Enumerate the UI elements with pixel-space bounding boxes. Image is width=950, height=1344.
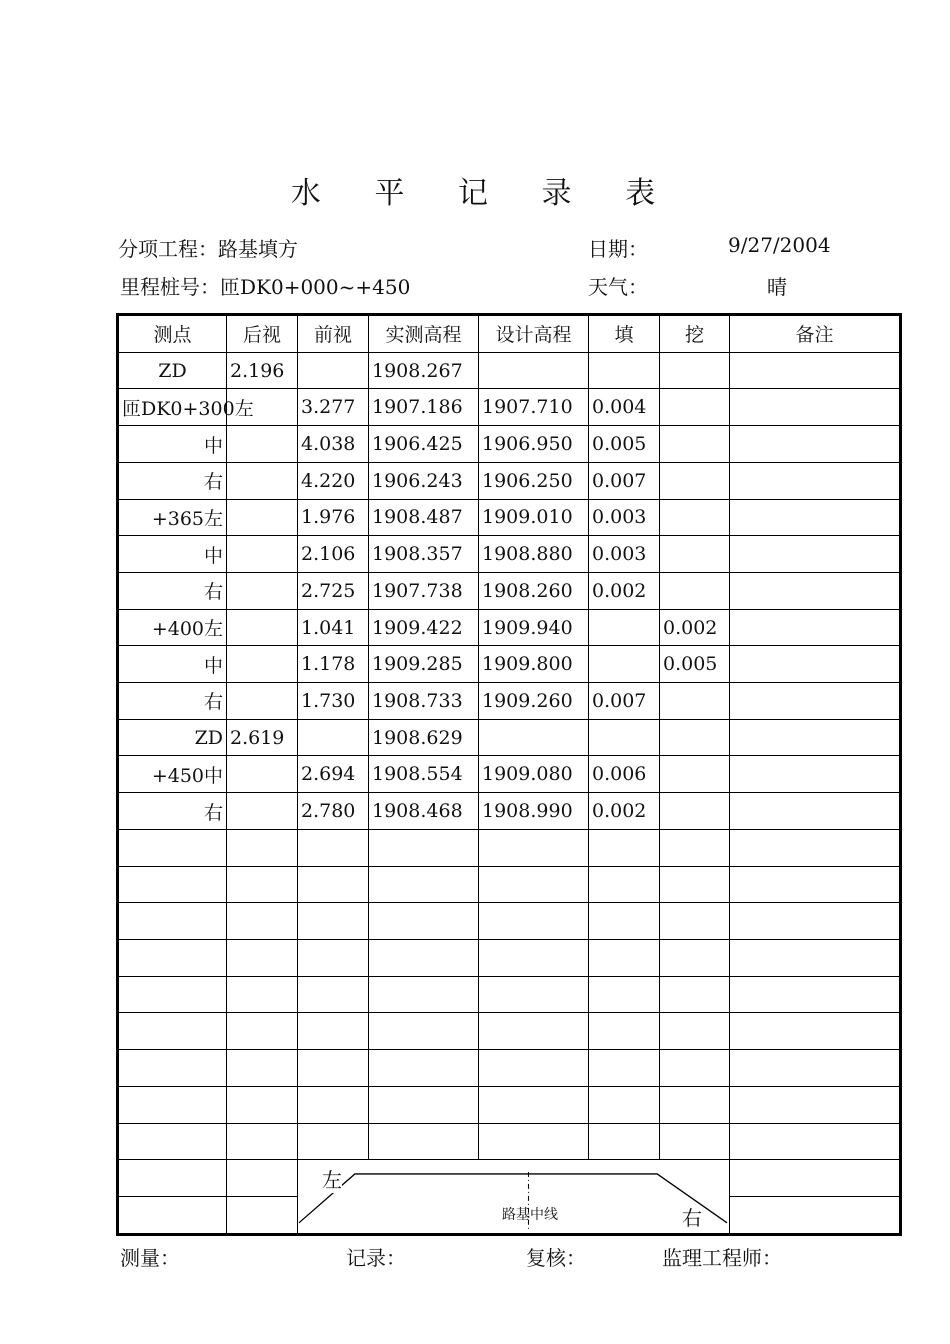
header-row: [118, 315, 901, 353]
cell-measured-elevation: 1908.733: [369, 683, 479, 720]
cell-foresight: 2.725: [298, 572, 369, 609]
col-header-cut: 挖: [660, 315, 730, 353]
empty-cell: [118, 1013, 227, 1050]
empty-cell: [479, 940, 589, 977]
cell-measured-elevation: 1909.422: [369, 609, 479, 646]
cell-measured-elevation: 1908.554: [369, 756, 479, 793]
empty-cell: [298, 1086, 369, 1123]
empty-cell: [730, 829, 901, 866]
table-row: [118, 499, 901, 536]
cell-point: +400左: [118, 609, 227, 646]
cell-foresight: [298, 352, 369, 389]
empty-cell: [118, 1160, 227, 1197]
empty-cell: [298, 829, 369, 866]
cell-point: 右: [118, 572, 227, 609]
cell-note: [730, 572, 901, 609]
empty-cell: [479, 1013, 589, 1050]
empty-cell: [730, 1013, 901, 1050]
record-label: 记录：: [346, 1246, 406, 1270]
cell-backsight: 2.196: [227, 352, 298, 389]
empty-cell: [227, 1196, 298, 1234]
empty-cell: [730, 1086, 901, 1123]
weather-value: 晴: [767, 275, 787, 299]
cell-measured-elevation: 1907.738: [369, 572, 479, 609]
empty-row: [118, 1050, 901, 1087]
cell-measured-elevation: 1908.468: [369, 793, 479, 830]
table-row: [118, 793, 901, 830]
empty-cell: [730, 866, 901, 903]
col-header-fill: 填: [589, 315, 660, 353]
cell-cut: [660, 572, 730, 609]
station-field: [120, 271, 410, 300]
cell-measured-elevation: 1908.267: [369, 352, 479, 389]
table-row: [118, 609, 901, 646]
empty-cell: [730, 940, 901, 977]
empty-row: [118, 829, 901, 866]
cell-point: +365左: [118, 499, 227, 536]
empty-cell: [227, 903, 298, 940]
cell-design-elevation: [479, 719, 589, 756]
cell-note: [730, 352, 901, 389]
empty-cell: [479, 866, 589, 903]
col-header-foresight: 前视: [298, 315, 369, 353]
empty-cell: [227, 1123, 298, 1160]
empty-cell: [730, 903, 901, 940]
empty-cell: [589, 940, 660, 977]
cell-fill: [589, 719, 660, 756]
cell-cut: [660, 683, 730, 720]
cell-foresight: 2.780: [298, 793, 369, 830]
empty-cell: [730, 1160, 901, 1197]
cell-foresight: 1.178: [298, 646, 369, 683]
empty-cell: [118, 866, 227, 903]
cell-note: [730, 426, 901, 463]
table-row: [118, 646, 901, 683]
cell-cut: [660, 793, 730, 830]
right-side-label: 右: [682, 1206, 702, 1231]
cell-foresight: 1.041: [298, 609, 369, 646]
empty-cell: [660, 866, 730, 903]
weather-label: 天气：: [588, 275, 648, 299]
cell-cut: [660, 756, 730, 793]
empty-cell: [479, 829, 589, 866]
empty-cell: [227, 829, 298, 866]
empty-cell: [369, 1123, 479, 1160]
diagram-row: [118, 1160, 901, 1197]
cell-note: [730, 536, 901, 573]
table-row: [118, 462, 901, 499]
cell-backsight: [227, 609, 298, 646]
empty-cell: [660, 1050, 730, 1087]
cell-cut: [660, 719, 730, 756]
cell-measured-elevation: 1908.357: [369, 536, 479, 573]
review-label: 复核：: [526, 1246, 586, 1270]
empty-cell: [369, 1086, 479, 1123]
cell-fill: 0.003: [589, 536, 660, 573]
cell-note: [730, 462, 901, 499]
empty-cell: [369, 903, 479, 940]
empty-cell: [660, 976, 730, 1013]
cell-design-elevation: 1908.990: [479, 793, 589, 830]
empty-cell: [479, 1123, 589, 1160]
cell-cut: [660, 536, 730, 573]
cell-design-elevation: 1909.010: [479, 499, 589, 536]
cell-measured-elevation: 1907.186: [369, 389, 479, 426]
col-header-design: 设计高程: [479, 315, 589, 353]
roadbed-cross-section: [298, 1160, 730, 1235]
empty-cell: [118, 976, 227, 1013]
cell-backsight: 2.619: [227, 719, 298, 756]
table-row: [118, 683, 901, 720]
empty-row: [118, 976, 901, 1013]
table-row: [118, 756, 901, 793]
cell-backsight: [227, 646, 298, 683]
empty-cell: [479, 903, 589, 940]
empty-row: [118, 1013, 901, 1050]
cell-foresight: 4.038: [298, 426, 369, 463]
empty-cell: [118, 829, 227, 866]
cell-design-elevation: 1907.710: [479, 389, 589, 426]
empty-cell: [589, 976, 660, 1013]
cell-design-elevation: 1909.940: [479, 609, 589, 646]
empty-cell: [227, 1160, 298, 1197]
cell-fill: 0.004: [589, 389, 660, 426]
project-label: 分项工程：: [118, 237, 218, 261]
cell-foresight: 4.220: [298, 462, 369, 499]
cell-backsight: [227, 462, 298, 499]
empty-cell: [660, 1013, 730, 1050]
empty-cell: [369, 829, 479, 866]
empty-cell: [479, 1050, 589, 1087]
cell-cut: [660, 462, 730, 499]
empty-cell: [589, 1013, 660, 1050]
project-field: [118, 233, 298, 262]
cell-note: [730, 683, 901, 720]
cell-point: 中: [118, 646, 227, 683]
empty-cell: [479, 1086, 589, 1123]
empty-row: [118, 1123, 901, 1160]
empty-cell: [118, 940, 227, 977]
empty-cell: [589, 903, 660, 940]
empty-cell: [227, 976, 298, 1013]
empty-cell: [118, 1123, 227, 1160]
col-header-measured: 实测高程: [369, 315, 479, 353]
cell-backsight: [227, 536, 298, 573]
cell-cut: 0.005: [660, 646, 730, 683]
cell-point: ZD: [118, 352, 227, 389]
empty-cell: [298, 903, 369, 940]
cell-note: [730, 756, 901, 793]
cell-fill: 0.006: [589, 756, 660, 793]
cell-fill: [589, 646, 660, 683]
left-side-label: 左: [322, 1164, 342, 1193]
cell-backsight: [227, 756, 298, 793]
cell-note: [730, 719, 901, 756]
cell-design-elevation: 1909.800: [479, 646, 589, 683]
cell-foresight: 2.694: [298, 756, 369, 793]
page-title: 水 平 记 录 表: [290, 176, 678, 211]
empty-cell: [227, 1050, 298, 1087]
table-row: [118, 389, 901, 426]
table-row: [118, 352, 901, 389]
cell-fill: 0.007: [589, 462, 660, 499]
cell-note: [730, 389, 901, 426]
cell-fill: 0.003: [589, 499, 660, 536]
cell-foresight: 1.976: [298, 499, 369, 536]
empty-cell: [298, 1123, 369, 1160]
empty-cell: [589, 829, 660, 866]
cell-design-elevation: 1908.260: [479, 572, 589, 609]
empty-cell: [298, 866, 369, 903]
empty-cell: [298, 976, 369, 1013]
cell-fill: 0.002: [589, 793, 660, 830]
empty-cell: [589, 866, 660, 903]
cell-point: 右: [118, 793, 227, 830]
cell-backsight: [227, 683, 298, 720]
cell-measured-elevation: 1906.425: [369, 426, 479, 463]
supervisor-label: 监理工程师：: [662, 1246, 782, 1270]
empty-cell: [369, 1013, 479, 1050]
cell-design-elevation: 1906.250: [479, 462, 589, 499]
cell-point: ZD: [118, 719, 227, 756]
table-row: [118, 426, 901, 463]
empty-cell: [589, 1123, 660, 1160]
cell-note: [730, 793, 901, 830]
cell-cut: 0.002: [660, 609, 730, 646]
cell-measured-elevation: 1906.243: [369, 462, 479, 499]
cell-foresight: [298, 719, 369, 756]
empty-cell: [118, 1050, 227, 1087]
table-row: [118, 536, 901, 573]
cell-note: [730, 609, 901, 646]
cell-point: +450中: [118, 756, 227, 793]
empty-cell: [227, 1013, 298, 1050]
date-label: 日期：: [588, 237, 648, 261]
cell-fill: 0.002: [589, 572, 660, 609]
empty-cell: [227, 1086, 298, 1123]
station-label: 里程桩号：: [120, 275, 220, 299]
cell-backsight: [227, 572, 298, 609]
cell-backsight: [227, 426, 298, 463]
empty-cell: [660, 1123, 730, 1160]
empty-cell: [589, 1050, 660, 1087]
empty-cell: [730, 976, 901, 1013]
cell-backsight: [227, 499, 298, 536]
col-header-note: 备注: [730, 315, 901, 353]
empty-row: [118, 903, 901, 940]
empty-cell: [660, 829, 730, 866]
cell-design-elevation: 1908.880: [479, 536, 589, 573]
cell-cut: [660, 499, 730, 536]
empty-row: [118, 1086, 901, 1123]
empty-cell: [660, 903, 730, 940]
table-row: [118, 719, 901, 756]
cell-design-elevation: 1909.260: [479, 683, 589, 720]
cell-cut: [660, 389, 730, 426]
col-header-backsight: 后视: [227, 315, 298, 353]
empty-cell: [369, 940, 479, 977]
cell-design-elevation: 1909.080: [479, 756, 589, 793]
empty-cell: [589, 1086, 660, 1123]
table-row: [118, 572, 901, 609]
cell-point: 中: [118, 536, 227, 573]
cell-foresight: 3.277: [298, 389, 369, 426]
cell-point: 匝DK0+300左: [118, 389, 227, 426]
station-value: 匝DK0+000~+450: [220, 275, 411, 299]
empty-cell: [730, 1050, 901, 1087]
cell-fill: [589, 609, 660, 646]
cell-note: [730, 646, 901, 683]
empty-cell: [660, 1086, 730, 1123]
empty-cell: [479, 976, 589, 1013]
cell-point: 中: [118, 426, 227, 463]
cell-point: 右: [118, 462, 227, 499]
cell-measured-elevation: 1908.487: [369, 499, 479, 536]
cell-backsight: [227, 793, 298, 830]
cell-fill: [589, 352, 660, 389]
cell-point: 右: [118, 683, 227, 720]
date-value: 9/27/2004: [728, 233, 831, 257]
cell-design-elevation: 1906.950: [479, 426, 589, 463]
empty-row: [118, 940, 901, 977]
empty-cell: [118, 1196, 227, 1234]
cell-cut: [660, 426, 730, 463]
cell-design-elevation: [479, 352, 589, 389]
empty-cell: [730, 1196, 901, 1234]
cell-measured-elevation: 1909.285: [369, 646, 479, 683]
empty-cell: [298, 1050, 369, 1087]
empty-cell: [227, 866, 298, 903]
empty-cell: [298, 1013, 369, 1050]
empty-cell: [730, 1123, 901, 1160]
empty-cell: [369, 976, 479, 1013]
level-record-table: [116, 313, 902, 1236]
empty-cell: [298, 940, 369, 977]
empty-cell: [118, 903, 227, 940]
project-value: 路基填方: [218, 237, 298, 261]
cell-fill: 0.007: [589, 683, 660, 720]
cell-cut: [660, 352, 730, 389]
cell-fill: 0.005: [589, 426, 660, 463]
survey-label: 测量：: [120, 1246, 180, 1270]
col-header-point: 测点: [118, 315, 227, 353]
empty-cell: [369, 866, 479, 903]
empty-cell: [227, 940, 298, 977]
cell-measured-elevation: 1908.629: [369, 719, 479, 756]
empty-cell: [369, 1050, 479, 1087]
cell-foresight: 1.730: [298, 683, 369, 720]
empty-cell: [118, 1086, 227, 1123]
cell-foresight: 2.106: [298, 536, 369, 573]
empty-row: [118, 866, 901, 903]
cell-note: [730, 499, 901, 536]
centerline-label: 路基中线: [502, 1207, 558, 1224]
empty-cell: [660, 940, 730, 977]
